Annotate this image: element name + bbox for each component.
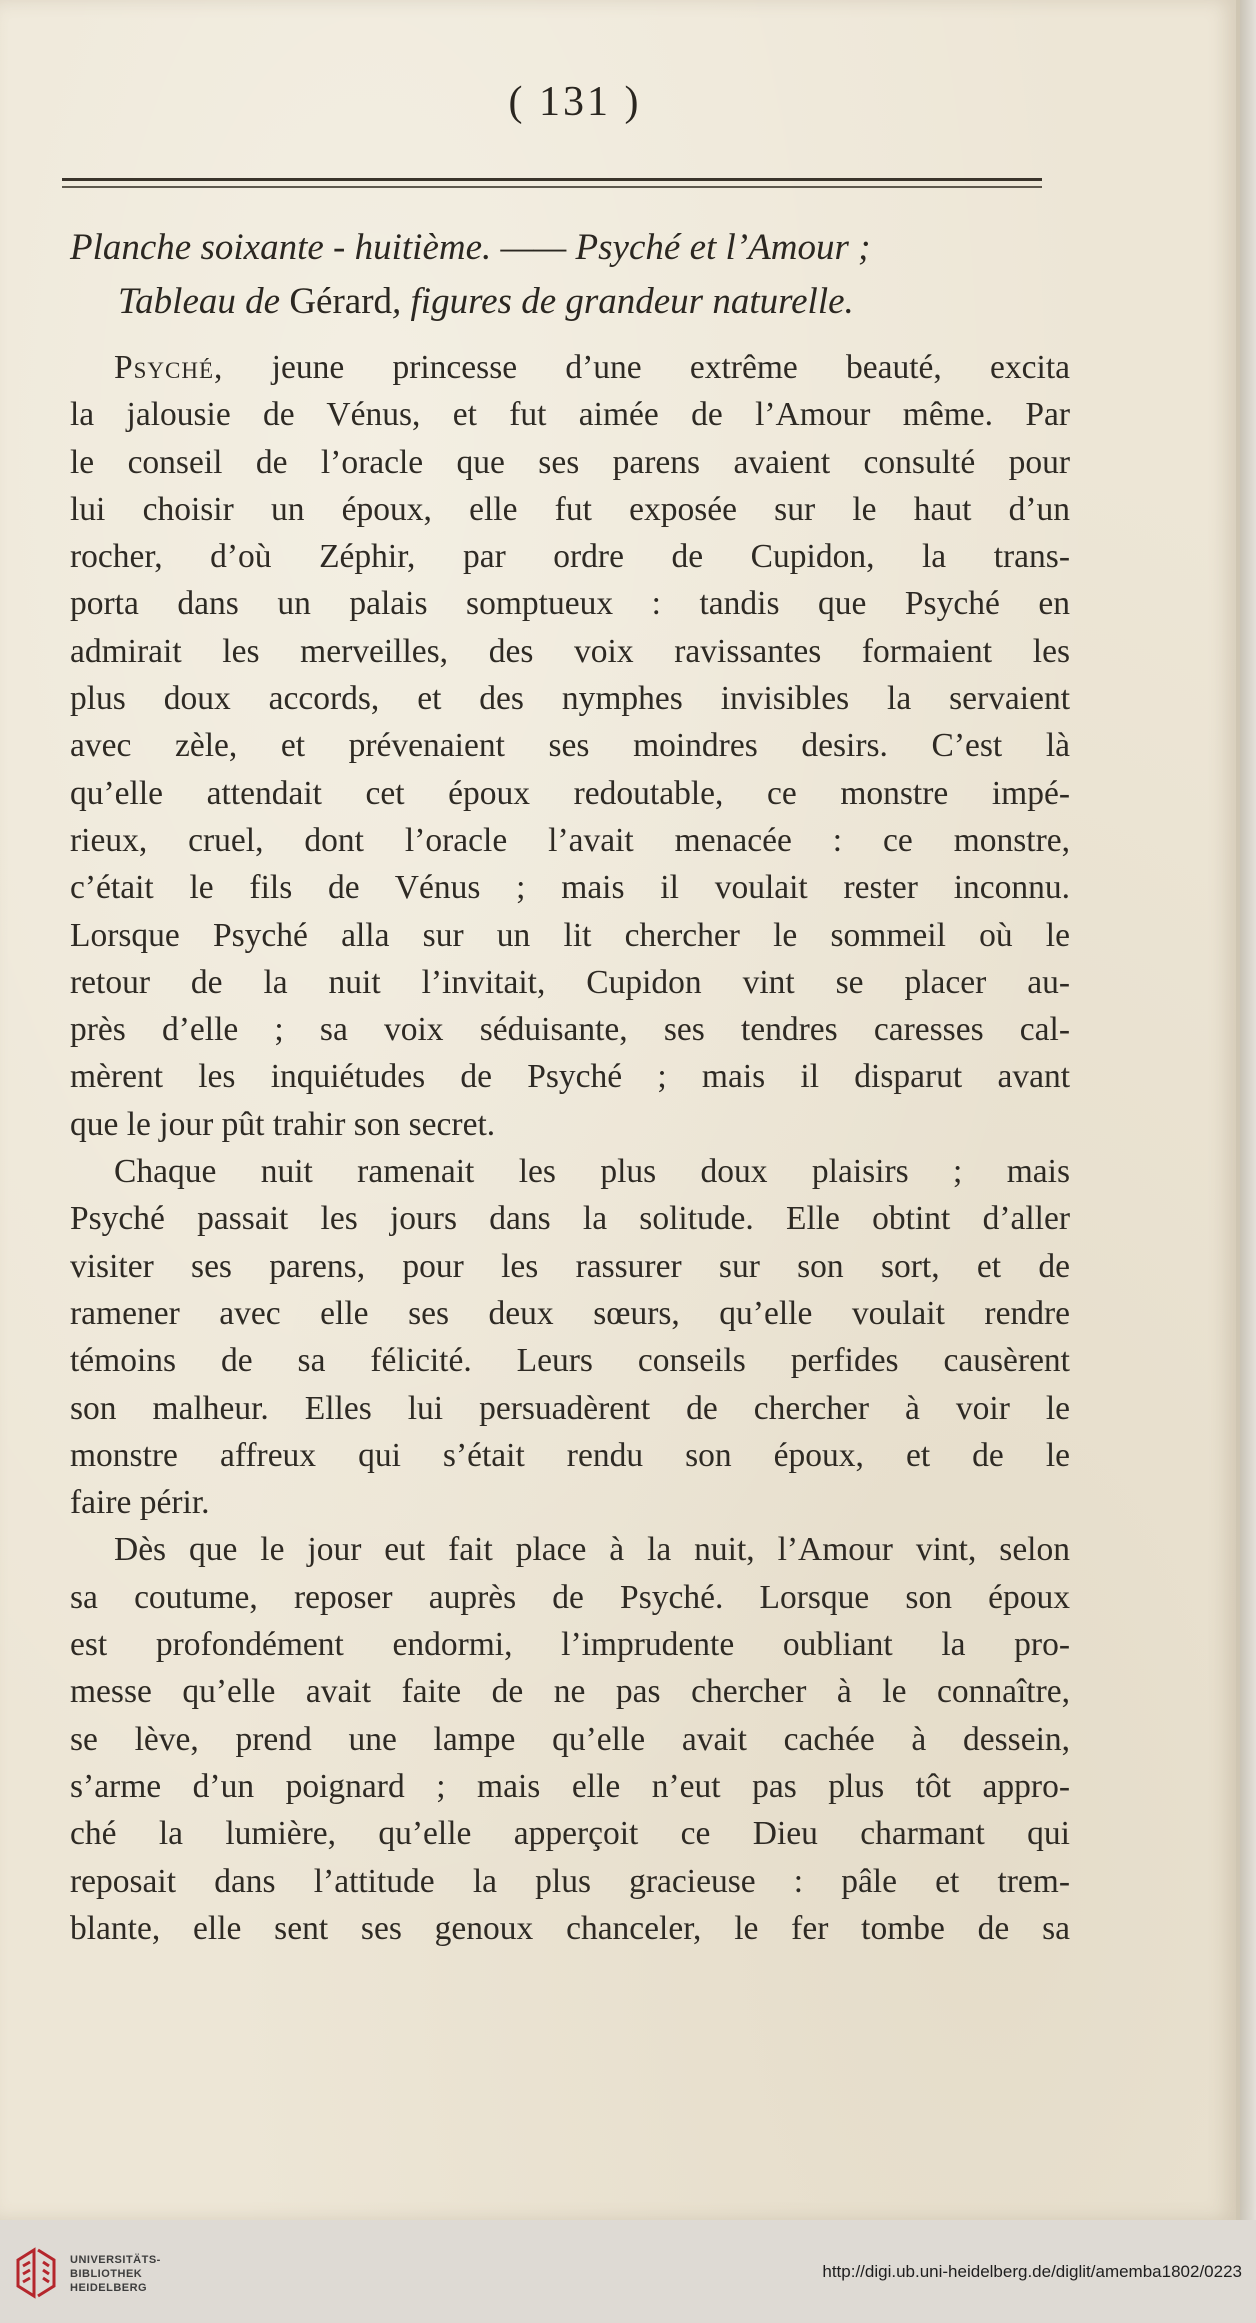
text-line: reposait dans l’attitude la plus gracieuse : pâle et trem- (70, 1862, 1070, 1900)
plate-caption-line-1: Planche soixante - huitième. —— Psyché et l’Amour ; (70, 227, 871, 268)
text-line: sa coutume, reposer auprès de Psyché. Lorsque son époux (70, 1578, 1070, 1616)
text-line: qu’elle attendait cet époux redoutable, ce monstre impé- (70, 774, 1070, 812)
text-line: avec zèle, et prévenaient ses moindres desirs. C’est là (70, 727, 1070, 765)
text-line: c’était le fils de Vénus ; mais il voulait rester inconnu. (70, 869, 1070, 907)
text-line: blante, elle sent ses genoux chanceler, le fer tombe de sa (70, 1909, 1070, 1947)
text-line: près d’elle ; sa voix séduisante, ses tendres caresses cal- (70, 1011, 1070, 1049)
text-line: Chaque nuit ramenait les plus doux plaisirs ; mais (114, 1153, 1070, 1191)
library-name: UNIVERSITÄTS- BIBLIOTHEK HEIDELBERG (70, 2254, 161, 2294)
text-line: mèrent les inquiétudes de Psyché ; mais il disparut avant (70, 1058, 1070, 1096)
caption-text: Tableau de (118, 281, 290, 322)
permalink-url[interactable]: http://digi.ub.uni-heidelberg.de/diglit/amemba1802/0223 (822, 2262, 1242, 2281)
text-line: se lève, prend une lampe qu’elle avait cachée à dessein, (70, 1720, 1070, 1758)
plate-caption-line-2 (70, 276, 1060, 328)
artist-name: Gérard (289, 281, 393, 322)
body-text (70, 344, 1070, 1952)
footer-bar (0, 2220, 1256, 2323)
text-line: la jalousie de Vénus, et fut aimée de l’Amour même. Par (70, 396, 1070, 434)
text-line: visiter ses parens, pour les rassurer sur son sort, et de (70, 1247, 1070, 1285)
text-line: témoins de sa félicité. Leurs conseils perfides causèrent (70, 1342, 1070, 1380)
text-line: monstre affreux qui s’était rendu son époux, et de le (70, 1436, 1070, 1474)
text-line: retour de la nuit l’invitait, Cupidon vint se placer au- (70, 963, 1070, 1001)
caption-text-end: , figures de grandeur naturelle. (392, 281, 854, 322)
header-rule (62, 178, 1042, 181)
text-line: ramener avec elle ses deux sœurs, qu’elle voulait rendre (70, 1294, 1070, 1332)
library-logo-icon (14, 2246, 60, 2300)
text-line: admirait les merveilles, des voix ravissantes formaient les (70, 632, 1070, 670)
text-line: que le jour pût trahir son secret. (70, 1105, 496, 1143)
text-line: Psyché, jeune princesse d’une extrême beauté, excita (114, 349, 1070, 386)
text-line: ché la lumière, qu’elle apperçoit ce Dieu charmant qui (70, 1815, 1070, 1853)
text-line: le conseil de l’oracle que ses parens avaient consulté pour (70, 443, 1070, 481)
text-line: Lorsque Psyché alla sur un lit chercher le sommeil où le (70, 916, 1070, 954)
page-edge (1240, 0, 1256, 2220)
header-rule-thin (62, 186, 1042, 188)
first-word: Psyché, (114, 349, 224, 386)
text-line: plus doux accords, et des nymphes invisibles la servaient (70, 680, 1070, 718)
text-line: messe qu’elle avait faite de ne pas chercher à le connaître, (70, 1673, 1070, 1711)
text-line: Dès que le jour eut fait place à la nuit, l’Amour vint, selon (114, 1531, 1070, 1569)
text-line: faire périr. (70, 1484, 210, 1522)
text-line: s’arme d’un poignard ; mais elle n’eut pas plus tôt appro- (70, 1767, 1070, 1805)
text-line: lui choisir un époux, elle fut exposée sur le haut d’un (70, 490, 1070, 528)
text-line: rieux, cruel, dont l’oracle l’avait menacée : ce monstre, (70, 821, 1070, 859)
text-line: Psyché passait les jours dans la solitude. Elle obtint d’aller (70, 1200, 1070, 1238)
text-line: porta dans un palais somptueux : tandis que Psyché en (70, 585, 1070, 623)
text-line: est profondément endormi, l’imprudente oubliant la pro- (70, 1626, 1070, 1664)
text-line: rocher, d’où Zéphir, par ordre de Cupidon, la trans- (70, 538, 1070, 576)
page-number: ( 131 ) (508, 79, 642, 125)
text-line: son malheur. Elles lui persuadèrent de chercher à voir le (70, 1389, 1070, 1427)
